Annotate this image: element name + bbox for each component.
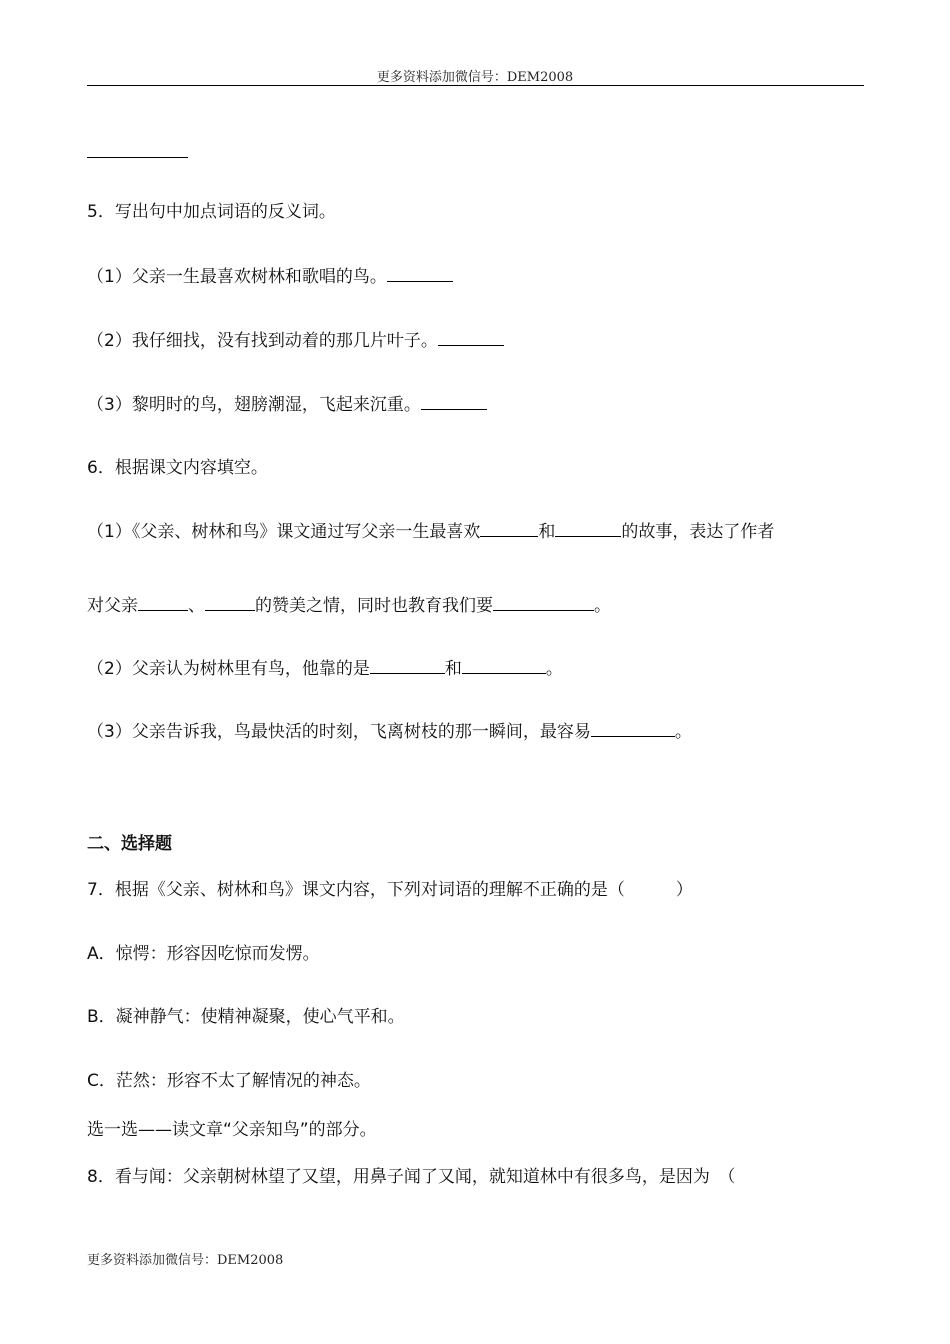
answer-blank[interactable]: [421, 393, 487, 410]
q7-title: 7．根据《父亲、树林和鸟》课文内容，下列对词语的理解不正确的是（ ）: [87, 880, 693, 900]
q7-option-c[interactable]: C．茫然：形容不太了解情况的神态。: [87, 1071, 371, 1091]
answer-blank[interactable]: [555, 520, 621, 537]
q6-item-1-text-c: 的故事，表达了作者: [621, 522, 775, 542]
q6-item-1-text-a: （1）《父亲、树林和鸟》课文通过写父亲一生最喜欢: [87, 522, 481, 542]
q5-item-3: [87, 393, 487, 416]
q6-item-1-text-d: 对父亲: [87, 596, 138, 616]
q6-item-1-text-b: 和: [538, 522, 556, 542]
answer-blank[interactable]: [591, 720, 675, 737]
answer-blank[interactable]: [438, 329, 504, 346]
answer-blank[interactable]: [205, 594, 255, 611]
answer-blank[interactable]: [387, 265, 453, 282]
answer-blank[interactable]: [462, 657, 546, 674]
answer-blank[interactable]: [87, 157, 188, 158]
q6-title: 6．根据课文内容填空。: [87, 458, 268, 478]
page-header: 更多资料添加微信号：DEM2008: [376, 70, 574, 85]
answer-blank[interactable]: [138, 594, 188, 611]
q6-item-3-text-a: （3）父亲告诉我，鸟最快活的时刻，飞离树枝的那一瞬间，最容易: [87, 722, 591, 742]
q5-item-1-text: （1）父亲一生最喜欢树林和歌唱的鸟。: [87, 267, 387, 287]
q6-item-1-text-e: 、: [188, 596, 205, 616]
q8-title: 8．看与闻：父亲朝树林望了又望，用鼻子闻了又闻，就知道林中有很多鸟，是因为 （: [87, 1167, 736, 1187]
section-title: 二、选择题: [87, 834, 172, 854]
q7-option-b[interactable]: B．凝神静气：使精神凝聚，使心气平和。: [87, 1007, 405, 1027]
q6-item-2-text-c: 。: [545, 659, 563, 679]
q6-item-3: [87, 720, 692, 743]
answer-blank[interactable]: [493, 594, 594, 611]
answer-blank[interactable]: [370, 657, 445, 674]
q5-item-1: [87, 265, 453, 288]
q6-item-1-text-g: 。: [594, 596, 611, 616]
q5-item-2-text: （2）我仔细找，没有找到动着的那几片叶子。: [87, 331, 438, 351]
reading-intro: 选一选——读文章“父亲知鸟”的部分。: [87, 1120, 377, 1140]
q6-item-3-text-b: 。: [674, 722, 692, 742]
q6-item-1-line-2: [87, 594, 611, 617]
q6-item-2-text-b: 和: [444, 659, 462, 679]
q6-item-1-line-1: [87, 520, 774, 543]
q5-title: 5．写出句中加点词语的反义词。: [87, 202, 336, 222]
q7-option-a[interactable]: A．惊愕：形容因吃惊而发愣。: [87, 944, 320, 964]
answer-blank[interactable]: [480, 520, 538, 537]
q6-item-2: [87, 657, 563, 680]
q5-item-2: [87, 329, 504, 352]
page-footer: 更多资料添加微信号：DEM2008: [87, 1253, 284, 1268]
q6-item-1-text-f: 的赞美之情，同时也教育我们要: [255, 596, 493, 616]
header-divider: [87, 85, 864, 86]
q5-item-3-text: （3）黎明时的鸟，翅膀潮湿，飞起来沉重。: [87, 395, 421, 415]
q6-item-2-text-a: （2）父亲认为树林里有鸟，他靠的是: [87, 659, 370, 679]
